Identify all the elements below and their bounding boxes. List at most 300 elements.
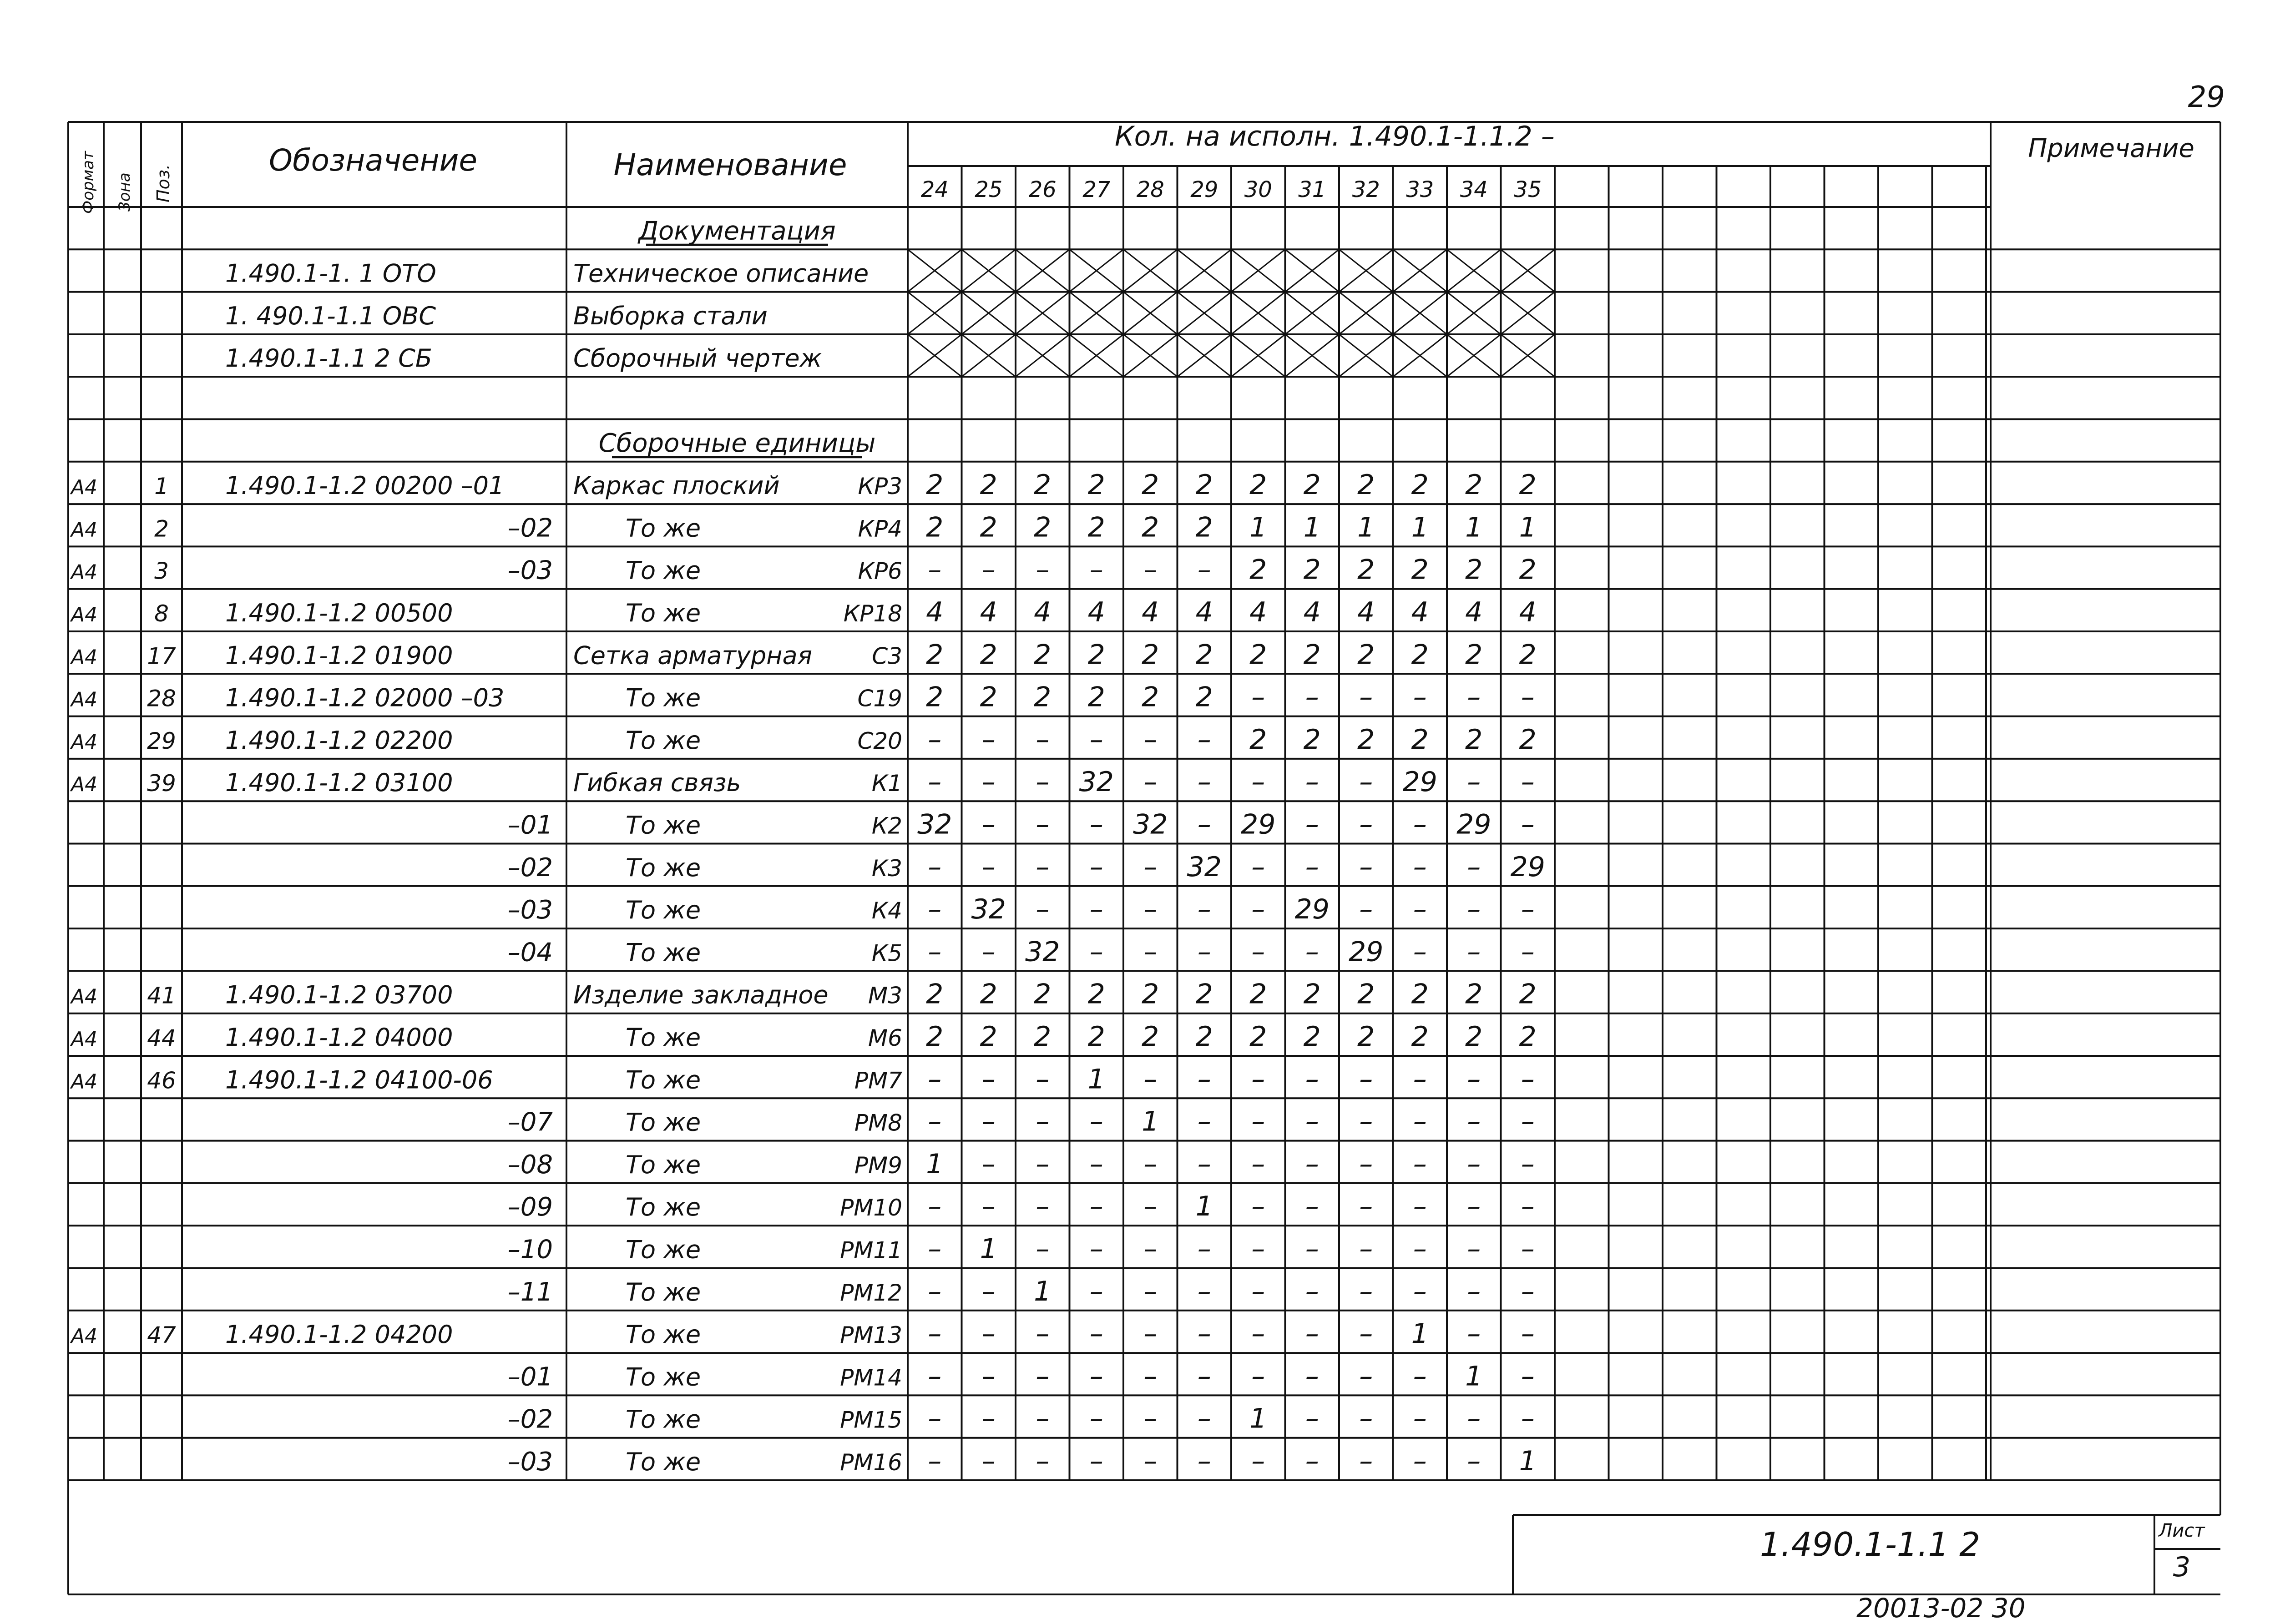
qty-cell: – — [1251, 1190, 1265, 1223]
qty-cell: 4 — [1519, 596, 1537, 628]
qty-cell: – — [1197, 1105, 1211, 1138]
table-row — [70, 1318, 1535, 1350]
table-row — [70, 554, 1537, 586]
qty-cell: 2 — [1303, 1021, 1321, 1053]
qty-cell: – — [1521, 1063, 1535, 1095]
designation-cell: –09 — [507, 1192, 553, 1222]
table-row — [70, 1021, 1537, 1053]
header-note: Примечание — [2028, 134, 2194, 163]
mark-cell: КР18 — [843, 600, 902, 627]
qty-cell: – — [1413, 893, 1427, 926]
qty-cell: – — [1521, 893, 1535, 926]
qty-cell: 1 — [1357, 511, 1375, 544]
qty-cell: 2 — [1249, 554, 1267, 586]
position-cell: 17 — [147, 643, 176, 670]
qty-cell: – — [1413, 808, 1427, 841]
qty-cell: – — [1036, 808, 1050, 841]
qty-cell: 4 — [1357, 596, 1375, 628]
position-cell: 2 — [154, 515, 169, 542]
qty-cell: 1 — [1087, 1063, 1105, 1095]
qty-cell: – — [1036, 554, 1050, 586]
qty-cell: – — [1089, 1233, 1103, 1265]
qty-cell: 29 — [1402, 766, 1437, 798]
name-cell: То же — [626, 1150, 701, 1179]
name-cell: Гибкая связь — [573, 768, 741, 797]
qty-cell: 2 — [1034, 639, 1052, 671]
qty-cell: 2 — [1519, 639, 1537, 671]
qty-cell: – — [1305, 1233, 1319, 1265]
qty-column-header: 32 — [1352, 177, 1380, 202]
qty-cell: 1 — [1034, 1275, 1052, 1307]
mark-cell: РМ16 — [840, 1449, 902, 1476]
table-row — [70, 724, 1537, 756]
qty-cell: 32 — [971, 893, 1006, 926]
qty-cell: – — [981, 1105, 996, 1138]
table-row — [508, 1445, 1537, 1477]
qty-cell: 2 — [926, 469, 944, 501]
qty-cell: – — [1036, 1190, 1050, 1223]
qty-column-header: 27 — [1082, 177, 1111, 202]
designation-cell: 1.490.1-1. 1 ОТО — [225, 259, 436, 288]
qty-cell: – — [1143, 1402, 1158, 1435]
qty-cell: 2 — [1465, 1021, 1483, 1053]
qty-cell: – — [1143, 936, 1158, 968]
format-cell: А4 — [71, 985, 98, 1009]
qty-cell: – — [1251, 1148, 1265, 1180]
qty-cell: 2 — [1087, 1021, 1105, 1053]
qty-cell: – — [1251, 1233, 1265, 1265]
qty-cell: – — [1359, 1275, 1373, 1307]
qty-cell: – — [1521, 808, 1535, 841]
stamp-doc-code: 1.490.1-1.1 2 — [1760, 1525, 1980, 1563]
position-cell: 3 — [154, 558, 169, 585]
qty-cell: 2 — [1087, 681, 1105, 713]
header-name: Наименование — [613, 147, 847, 182]
qty-cell: – — [1089, 851, 1103, 883]
qty-cell: 2 — [1087, 469, 1105, 501]
table-row — [508, 1190, 1535, 1222]
qty-cell: 2 — [1465, 469, 1483, 501]
mark-cell: РМ15 — [840, 1407, 902, 1433]
qty-cell: – — [1305, 1275, 1319, 1307]
qty-cell: – — [1089, 1445, 1103, 1477]
table-body — [70, 216, 1545, 1477]
qty-cell: 2 — [1195, 978, 1213, 1010]
qty-cell: 2 — [1142, 639, 1159, 671]
qty-cell: 2 — [926, 1021, 944, 1053]
qty-cell: – — [1467, 1402, 1481, 1435]
qty-cell: 4 — [1249, 596, 1267, 628]
table-header — [79, 121, 2194, 214]
qty-cell: 2 — [1195, 511, 1213, 544]
qty-cell: – — [1305, 851, 1319, 883]
qty-cell: – — [1359, 1318, 1373, 1350]
qty-cell: 2 — [1034, 1021, 1052, 1053]
table-row — [508, 1148, 1535, 1180]
qty-cell: – — [1089, 1318, 1103, 1350]
qty-cell: 2 — [980, 1021, 997, 1053]
table-row — [70, 511, 1537, 543]
qty-cell: – — [1467, 1105, 1481, 1138]
qty-cell: – — [1359, 1063, 1373, 1095]
name-cell: Техническое описание — [573, 259, 869, 288]
format-cell: А4 — [71, 773, 98, 797]
qty-cell: – — [1413, 1445, 1427, 1477]
qty-cell: – — [1251, 1318, 1265, 1350]
qty-cell: – — [1467, 1148, 1481, 1180]
qty-cell: – — [1251, 851, 1265, 883]
qty-cell: – — [1305, 1105, 1319, 1138]
qty-cell: – — [1251, 936, 1265, 968]
qty-cell: – — [1036, 1105, 1050, 1138]
qty-cell: 2 — [1411, 469, 1429, 501]
name-cell: То же — [626, 556, 701, 585]
designation-cell: –02 — [507, 852, 553, 883]
qty-cell: – — [1467, 1063, 1481, 1095]
table-row — [508, 809, 1535, 841]
qty-cell: 2 — [1195, 1021, 1213, 1053]
position-cell: 47 — [147, 1322, 176, 1349]
name-cell: То же — [626, 1277, 701, 1306]
qty-cell: – — [1305, 1402, 1319, 1435]
qty-cell: 29 — [1510, 851, 1545, 883]
table-row — [70, 639, 1537, 671]
designation-cell: 1.490.1-1.2 02200 — [225, 726, 453, 755]
qty-cell: – — [1305, 808, 1319, 841]
qty-cell: – — [1359, 766, 1373, 798]
title-block — [1760, 1520, 2205, 1583]
qty-cell: 2 — [1249, 639, 1267, 671]
qty-cell: – — [1143, 1233, 1158, 1265]
qty-cell: – — [981, 1445, 996, 1477]
qty-cell: – — [1089, 808, 1103, 841]
qty-cell: – — [1305, 766, 1319, 798]
qty-cell: 2 — [980, 978, 997, 1010]
format-cell: А4 — [71, 646, 98, 669]
name-cell: То же — [626, 896, 701, 925]
qty-cell: – — [1036, 1233, 1050, 1265]
qty-cell: 1 — [980, 1233, 997, 1265]
qty-cell: 1 — [1465, 511, 1483, 544]
qty-cell: – — [981, 851, 996, 883]
designation-cell: –03 — [507, 555, 553, 585]
qty-cell: – — [1197, 766, 1211, 798]
format-cell: А4 — [71, 560, 98, 584]
qty-cell: – — [981, 936, 996, 968]
qty-cell: 2 — [1195, 681, 1213, 713]
qty-cell: – — [1467, 1190, 1481, 1223]
qty-cell: 2 — [1087, 639, 1105, 671]
qty-cell: – — [1251, 1445, 1265, 1477]
qty-cell: 2 — [1142, 681, 1159, 713]
table-row — [508, 936, 1535, 968]
qty-cell: – — [928, 1105, 942, 1138]
qty-cell: – — [928, 1275, 942, 1307]
name-cell: Выборка стали — [573, 301, 768, 330]
qty-cell: – — [928, 1063, 942, 1095]
section-heading: Документация — [638, 216, 836, 246]
qty-cell: – — [1521, 1360, 1535, 1392]
qty-cell: 1 — [1519, 511, 1537, 544]
qty-cell: 2 — [1087, 978, 1105, 1010]
qty-cell: 2 — [1303, 978, 1321, 1010]
qty-cell: 1 — [1249, 511, 1267, 544]
designation-cell: –03 — [507, 1447, 553, 1477]
qty-cell: – — [1089, 1190, 1103, 1223]
qty-cell: 2 — [1087, 511, 1105, 544]
qty-cell: – — [1143, 1318, 1158, 1350]
position-cell: 39 — [147, 770, 176, 797]
format-cell: А4 — [71, 518, 98, 542]
qty-cell: 1 — [1465, 1360, 1483, 1392]
mark-cell: С3 — [872, 643, 902, 670]
designation-cell: 1.490.1-1.2 03700 — [225, 980, 453, 1009]
qty-cell: 29 — [1294, 893, 1330, 926]
qty-cell: 2 — [1034, 978, 1052, 1010]
table-row — [508, 1106, 1535, 1138]
qty-column-header: 25 — [975, 177, 1003, 202]
header-qty-group: Кол. на исполн. 1.490.1-1.1.2 – — [1115, 121, 1555, 152]
name-cell: То же — [626, 1362, 701, 1392]
format-cell: А4 — [71, 476, 98, 499]
table-row — [70, 681, 1535, 713]
qty-cell: 4 — [1034, 596, 1052, 628]
qty-cell: – — [1413, 1275, 1427, 1307]
qty-cell: – — [1305, 1318, 1319, 1350]
qty-cell: – — [1036, 1318, 1050, 1350]
qty-cell: – — [928, 723, 942, 756]
qty-cell: – — [981, 723, 996, 756]
qty-cell: – — [1143, 893, 1158, 926]
qty-cell: – — [1359, 681, 1373, 713]
qty-cell: – — [1521, 766, 1535, 798]
qty-cell: 2 — [1411, 723, 1429, 756]
qty-cell: – — [1143, 1445, 1158, 1477]
qty-cell: 2 — [1357, 469, 1375, 501]
qty-cell: – — [1197, 1402, 1211, 1435]
qty-cell: 4 — [1195, 596, 1213, 628]
qty-cell: 2 — [1411, 1021, 1429, 1053]
qty-cell: – — [1359, 1445, 1373, 1477]
table-row — [70, 1063, 1535, 1095]
qty-cell: 1 — [1249, 1402, 1267, 1435]
mark-cell: К3 — [871, 855, 902, 882]
qty-cell: – — [1036, 1148, 1050, 1180]
name-cell: То же — [626, 1235, 701, 1264]
table-row — [508, 1360, 1535, 1392]
qty-cell: – — [1359, 808, 1373, 841]
qty-cell: 1 — [1303, 511, 1321, 544]
qty-cell: – — [1251, 1063, 1265, 1095]
qty-cell: – — [1197, 936, 1211, 968]
format-cell: А4 — [71, 1028, 98, 1051]
qty-cell: 2 — [1357, 978, 1375, 1010]
qty-cell: 29 — [1349, 936, 1384, 968]
mark-cell: КР6 — [858, 558, 902, 585]
qty-cell: – — [1036, 1063, 1050, 1095]
qty-cell: – — [1413, 681, 1427, 713]
qty-cell: – — [981, 1402, 996, 1435]
stamp-sheet-number: 3 — [2173, 1551, 2191, 1583]
qty-cell: – — [1467, 1318, 1481, 1350]
qty-cell: 2 — [1411, 639, 1429, 671]
qty-cell: – — [1143, 1063, 1158, 1095]
qty-cell: – — [1413, 1233, 1427, 1265]
qty-cell: – — [928, 1402, 942, 1435]
qty-cell: – — [1036, 1360, 1050, 1392]
qty-cell: 2 — [1195, 469, 1213, 501]
header-pos: Поз. — [153, 164, 173, 202]
qty-cell: – — [1143, 1360, 1158, 1392]
qty-cell: – — [1089, 554, 1103, 586]
qty-cell: 2 — [1303, 723, 1321, 756]
table-row — [508, 1233, 1535, 1265]
qty-cell: – — [1413, 936, 1427, 968]
qty-cell: 2 — [926, 639, 944, 671]
qty-cell: – — [1305, 936, 1319, 968]
qty-cell: 1 — [1519, 1445, 1537, 1477]
qty-column-header: 29 — [1190, 177, 1218, 202]
qty-cell: – — [1036, 851, 1050, 883]
qty-cell: – — [1197, 808, 1211, 841]
qty-cell: – — [1521, 1233, 1535, 1265]
qty-cell: 4 — [1087, 596, 1105, 628]
qty-cell: – — [1359, 1360, 1373, 1392]
qty-cell: – — [1143, 554, 1158, 586]
qty-cell: – — [981, 1275, 996, 1307]
qty-cell: – — [1467, 766, 1481, 798]
designation-cell: 1. 490.1-1.1 ОВС — [225, 301, 436, 330]
qty-column-header: 28 — [1136, 177, 1164, 202]
qty-cell: – — [1197, 1275, 1211, 1307]
qty-cell: – — [1197, 1148, 1211, 1180]
qty-cell: – — [1305, 1445, 1319, 1477]
name-cell: То же — [626, 1023, 701, 1052]
qty-cell: – — [1521, 681, 1535, 713]
qty-cell: 2 — [1357, 1021, 1375, 1053]
name-cell: Изделие закладное — [573, 980, 829, 1009]
qty-cell: – — [1251, 1275, 1265, 1307]
table-row — [508, 851, 1545, 883]
name-cell: Сборочный чертеж — [573, 344, 822, 373]
designation-cell: –07 — [507, 1107, 553, 1137]
qty-cell: – — [1521, 936, 1535, 968]
position-cell: 41 — [147, 982, 176, 1009]
qty-cell: – — [981, 554, 996, 586]
qty-cell: – — [1305, 1190, 1319, 1223]
designation-cell: –04 — [507, 938, 553, 968]
header-designation: Обозначение — [269, 143, 477, 178]
qty-cell: – — [1197, 554, 1211, 586]
designation-cell: –11 — [507, 1277, 553, 1307]
designation-cell: 1.490.1-1.2 04200 — [225, 1320, 453, 1349]
qty-cell: – — [1467, 1445, 1481, 1477]
qty-cell: – — [1305, 1360, 1319, 1392]
qty-cell: 2 — [1142, 469, 1159, 501]
table-row — [70, 766, 1535, 798]
qty-cell: 2 — [1411, 554, 1429, 586]
qty-cell: 2 — [1465, 723, 1483, 756]
position-cell: 29 — [147, 727, 176, 754]
name-cell: То же — [626, 811, 701, 840]
qty-cell: 2 — [1303, 554, 1321, 586]
qty-cell: – — [1521, 1148, 1535, 1180]
qty-cell: – — [1359, 1402, 1373, 1435]
qty-cell: – — [1089, 893, 1103, 926]
position-cell: 8 — [154, 600, 169, 627]
qty-cell: – — [1413, 1190, 1427, 1223]
qty-cell: – — [981, 1318, 996, 1350]
designation-cell: –10 — [507, 1235, 553, 1265]
format-cell: А4 — [71, 688, 98, 711]
qty-cell: 32 — [1025, 936, 1060, 968]
table-row — [225, 259, 869, 288]
qty-cell: – — [1359, 1233, 1373, 1265]
table-row — [508, 1403, 1535, 1435]
qty-cell: 2 — [1465, 554, 1483, 586]
qty-cell: 2 — [1249, 469, 1267, 501]
qty-cell: 1 — [926, 1148, 944, 1180]
qty-cell: 1 — [1142, 1105, 1159, 1138]
table-row — [599, 429, 876, 458]
qty-cell: – — [1251, 1105, 1265, 1138]
name-cell: То же — [626, 1193, 701, 1222]
qty-cell: – — [981, 1190, 996, 1223]
qty-column-header: 31 — [1298, 177, 1326, 202]
position-cell: 1 — [154, 473, 169, 500]
mark-cell: М6 — [868, 1025, 902, 1051]
name-cell: То же — [626, 1108, 701, 1137]
format-cell: А4 — [71, 1325, 98, 1348]
designation-cell: 1.490.1-1.2 04000 — [225, 1023, 453, 1052]
mark-cell: РМ10 — [840, 1195, 902, 1221]
page-number: 29 — [2188, 81, 2225, 114]
qty-cell: – — [1521, 1190, 1535, 1223]
qty-cell: 2 — [1142, 978, 1159, 1010]
bottom-code: 20013-02 30 — [1856, 1593, 2026, 1624]
qty-cell: 32 — [1079, 766, 1114, 798]
qty-cell: 2 — [1249, 1021, 1267, 1053]
qty-cell: 2 — [1303, 469, 1321, 501]
qty-cell: – — [1197, 1318, 1211, 1350]
qty-cell: – — [1089, 936, 1103, 968]
qty-cell: 2 — [1034, 511, 1052, 544]
qty-cell: 2 — [1303, 639, 1321, 671]
mark-cell: РМ9 — [854, 1152, 902, 1179]
table-row — [225, 302, 768, 330]
designation-cell: –01 — [507, 1362, 553, 1392]
qty-cell: – — [981, 1360, 996, 1392]
mark-cell: С20 — [857, 727, 902, 754]
qty-cell: 32 — [1187, 851, 1222, 883]
designation-cell: 1.490.1-1.2 04100-06 — [225, 1065, 493, 1094]
qty-cell: – — [1467, 893, 1481, 926]
name-cell: То же — [626, 683, 701, 712]
position-cell: 28 — [147, 685, 176, 712]
designation-cell: –03 — [507, 895, 553, 925]
qty-cell: – — [1359, 893, 1373, 926]
mark-cell: РМ8 — [854, 1110, 902, 1136]
mark-cell: РМ11 — [840, 1237, 902, 1264]
qty-cell: – — [1251, 766, 1265, 798]
qty-cell: – — [981, 766, 996, 798]
qty-cell: 4 — [1465, 596, 1483, 628]
qty-cell: 29 — [1456, 808, 1491, 841]
qty-cell: – — [1197, 1063, 1211, 1095]
qty-cell: 4 — [1411, 596, 1429, 628]
qty-cell: 2 — [1142, 1021, 1159, 1053]
qty-cell: – — [981, 808, 996, 841]
